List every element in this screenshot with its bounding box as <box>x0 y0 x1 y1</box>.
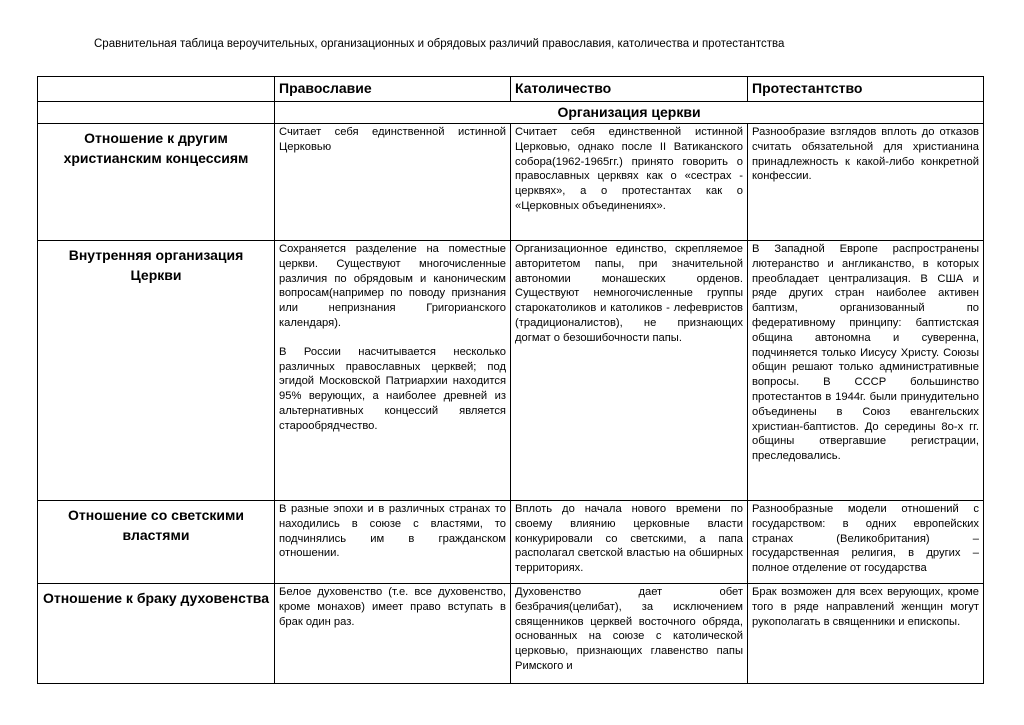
cell-paragraph: Считает себя единственной истинной Церковью <box>279 126 506 153</box>
cell-paragraph: Брак возможен для всех верующих, кроме того в ряде направлений женщин могут рукополагать в священники и епископы. <box>752 586 979 628</box>
cell-paragraph: В России насчитывается несколько различных православных церквей; под эгидой Московской Патриархии находится 95% верующих, а наиболее древней из альтернативных концессий является старообрядчество. <box>279 345 506 432</box>
table-row <box>38 501 984 584</box>
cell-orthodoxy <box>275 501 511 584</box>
cell-catholicism <box>511 501 748 584</box>
section-row <box>38 102 984 124</box>
table-row <box>38 584 984 684</box>
cell-protestantism <box>748 584 984 684</box>
cell-paragraph: Разнообразие взглядов вплоть до отказов считать обязательной для христианина принадлежность к какой-либо конкретной конфессии. <box>752 126 979 183</box>
cell-orthodoxy <box>275 124 511 241</box>
comparison-table <box>37 76 984 684</box>
row-label: Отношение к другим христианским концессиям <box>38 124 275 241</box>
header-orthodoxy: Православие <box>275 77 511 102</box>
row-label: Отношение к браку духовенства <box>38 584 275 684</box>
table-row <box>38 124 984 241</box>
cell-catholicism <box>511 124 748 241</box>
row-label: Внутренняя организация Церкви <box>38 241 275 501</box>
section-empty-cell <box>38 102 275 124</box>
cell-paragraph: Духовенство дает обет безбрачия(целибат), за исключением священников церквей восточного обряда, основанных на союзе с католической церковью, признающих главенство папы Римского и <box>515 586 743 672</box>
cell-paragraph: Вплоть до начала нового времени по своему влиянию церковные власти конкурировали со светскими, а папа располагал светской властью на обширных территориях. <box>515 503 743 575</box>
header-row <box>38 77 984 102</box>
cell-paragraph: Организационное единство, скрепляемое авторитетом папы, при значительной автономии монашеских орденов. Существуют немногочисленные группы старокатоликов и католиков - лефевристов (традиционалистов), не признающих догмат о безошибочности папы. <box>515 243 743 344</box>
header-protestantism: Протестантство <box>748 77 984 102</box>
row-label: Отношение со светскими властями <box>38 501 275 584</box>
document-title: Сравнительная таблица вероучительных, организационных и обрядовых различий православия, католичества и протестантства <box>94 38 785 50</box>
cell-paragraph: В Западной Европе распространены лютеранство и англиканство, в которых преобладает централизация. В США и ряде других стран наиболее активен баптизм, организованный по федеративному принципу: баптистская община автономна и суверенна, подчиняется только Иисусу Христу. Союзы общин решают только административные вопросы. В СССР большинство протестантов в 1944г. были принудительно объединены в Союз евангельских христиан-баптистов. До середины 8о-х гг. общины отвергавшие регистрации, преследовались. <box>752 243 979 463</box>
cell-protestantism <box>748 124 984 241</box>
cell-orthodoxy <box>275 241 511 501</box>
cell-paragraph: В разные эпохи и в различных странах то находились в союзе с властями, то подчинялись им в гражданском отношении. <box>279 503 506 560</box>
cell-catholicism <box>511 241 748 501</box>
table-row <box>38 241 984 501</box>
cell-orthodoxy <box>275 584 511 684</box>
cell-paragraph: Считает себя единственной истинной Церковью, однако после II Ватиканского собора(1962-1965гг.) принято говорить о православных церквях как о «сестрах - церквях», а о протестантах как о «Церковных объединениях». <box>515 126 743 212</box>
section-title: Организация церкви <box>275 102 984 124</box>
cell-paragraph: Белое духовенство (т.е. все духовенство, кроме монахов) имеет право вступать в брак один раз. <box>279 586 506 628</box>
cell-paragraph: Разнообразные модели отношений с государством: в одних европейских странах (Великобритания) – государственная религия, в других – полное отделение от государства <box>752 503 979 575</box>
header-empty-cell <box>38 77 275 102</box>
cell-protestantism <box>748 501 984 584</box>
cell-protestantism <box>748 241 984 501</box>
header-catholicism: Католичество <box>511 77 748 102</box>
cell-catholicism <box>511 584 748 684</box>
cell-paragraph: Сохраняется разделение на поместные церкви. Существуют многочисленные различия по обрядовым и каноническим вопросам(например по поводу признания или непризнания Григорианского календаря). <box>279 243 506 329</box>
